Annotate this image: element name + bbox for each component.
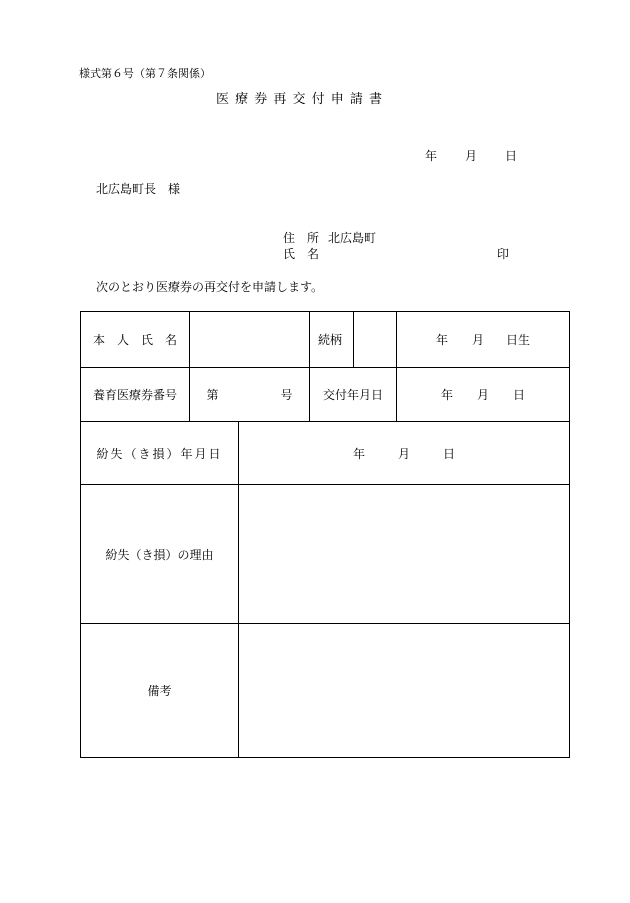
date-month-label: 月 [465, 149, 478, 163]
document-title: 医 療 券 再 交 付 申 請 書 [216, 92, 384, 107]
issue-day-label: 日 [513, 388, 526, 402]
reason-label-cell [81, 485, 239, 624]
person-name-field[interactable] [190, 312, 310, 368]
dai-label: 第 [206, 388, 219, 402]
birth-date-group [397, 331, 569, 348]
issue-year-label: 年 [440, 388, 453, 402]
birth-year-label: 年 [435, 333, 448, 347]
medical-ticket-number-label: 養育医療券番号 [92, 388, 177, 402]
lost-date-label: 紛失（き損）年月日 [96, 446, 223, 461]
issue-date-field[interactable] [397, 368, 570, 422]
relation-field[interactable] [354, 312, 397, 368]
birth-month-label: 月 [471, 333, 484, 347]
seal-mark: 印 [497, 247, 510, 261]
address-label: 住 所 [283, 231, 320, 245]
date-day-label: 日 [505, 149, 518, 163]
go-label: 号 [280, 388, 293, 402]
remarks-field[interactable] [239, 624, 570, 758]
issue-month-label: 月 [476, 388, 489, 402]
ticket-number-group [190, 386, 309, 403]
birth-date-field[interactable] [397, 312, 570, 368]
intro-text: 次のとおり医療券の再交付を申請します。 [96, 280, 324, 294]
relation-label-cell [310, 312, 354, 368]
lost-day-label: 日 [443, 446, 456, 461]
application-table [80, 311, 570, 758]
lost-date-group [239, 445, 569, 462]
table-row [81, 422, 570, 485]
table-row [81, 368, 570, 422]
issue-date-label-cell [310, 368, 397, 422]
addressee: 北広島町長 様 [96, 182, 181, 196]
person-name-label: 本 人 氏 名 [92, 333, 177, 347]
medical-ticket-number-field[interactable] [190, 368, 310, 422]
address-value: 北広島町 [328, 231, 377, 245]
remarks-label: 備考 [147, 684, 172, 698]
lost-year-label: 年 [352, 446, 365, 461]
lost-date-field[interactable] [239, 422, 570, 485]
form-number: 様式第６号（第７条関係） [79, 67, 211, 80]
medical-ticket-number-label-cell [81, 368, 190, 422]
relation-label: 続柄 [318, 333, 343, 347]
lost-date-label-cell [81, 422, 239, 485]
table-row [81, 485, 570, 624]
issue-date-group [397, 386, 569, 403]
name-label: 氏 名 [283, 247, 320, 261]
lost-month-label: 月 [397, 446, 410, 461]
issue-date-label: 交付年月日 [322, 388, 383, 402]
table-row [81, 312, 570, 368]
remarks-label-cell [81, 624, 239, 758]
reason-field[interactable] [239, 485, 570, 624]
person-name-label-cell [81, 312, 190, 368]
reason-label: 紛失（き損）の理由 [105, 547, 214, 562]
table-row [81, 624, 570, 758]
birth-day-label: 日生 [506, 333, 531, 347]
date-year-label: 年 [425, 149, 438, 163]
